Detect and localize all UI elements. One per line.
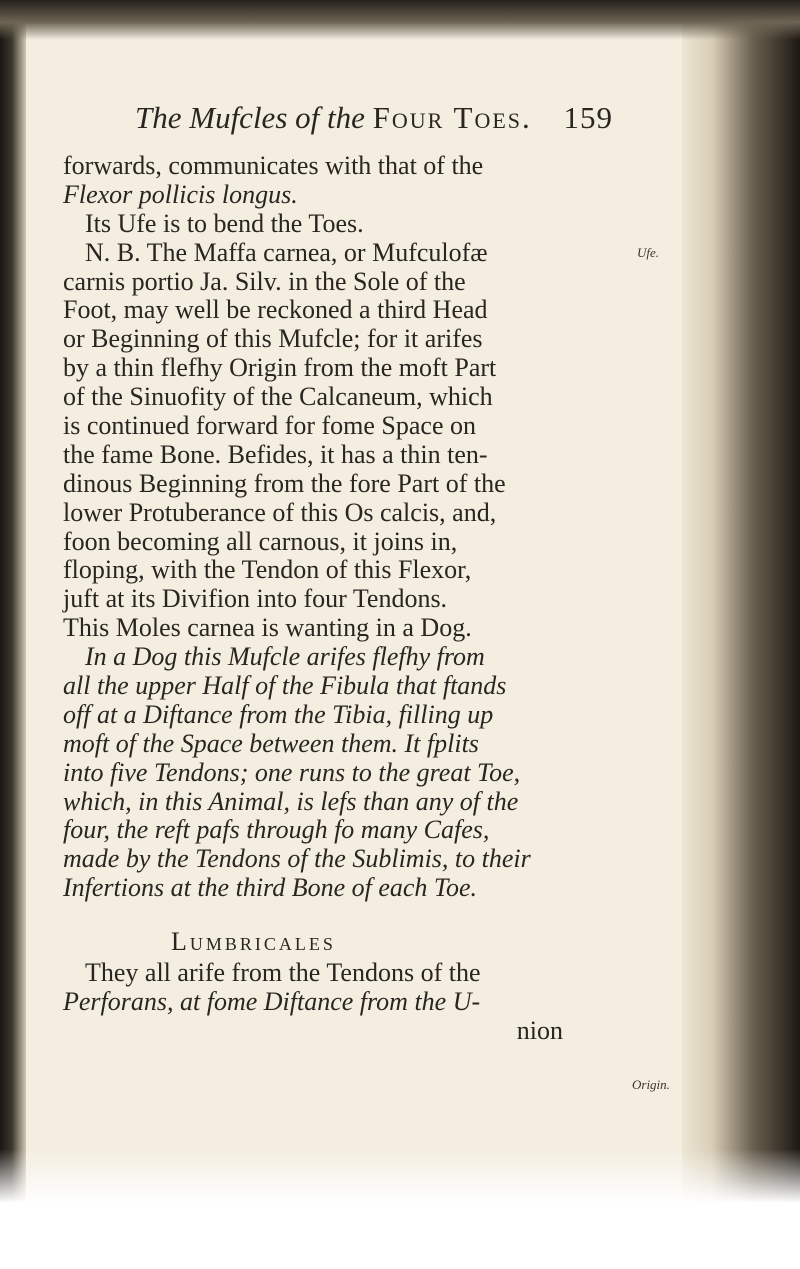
body-text [63, 152, 623, 1046]
page-binding-left [0, 0, 26, 1269]
catchword: nion [516, 1015, 563, 1045]
text-line: made by the Tendons of the Sublimis, to their [63, 844, 531, 874]
running-header [135, 100, 613, 144]
text-line: lower Protuberance of this Os calcis, and, [63, 497, 497, 527]
text-line: juft at its Divifion into four Tendons. [63, 584, 448, 614]
margin-note-origin: Origin. [632, 1077, 670, 1092]
text-line: floping, with the Tendon of this Flexor, [63, 555, 472, 585]
text-line: foon becoming all carnous, it joins in, [63, 526, 458, 556]
text-line: carnis portio Ja. Silv. in the Sole of the [63, 266, 466, 296]
text-line: into five Tendons; one runs to the great Toe, [63, 757, 521, 787]
page-edge-top [0, 0, 800, 40]
text-line: Its Ufe is to bend the Toes. [85, 208, 364, 238]
text-line: This Moles carnea is wanting in a Dog. [63, 613, 472, 643]
text-line: Flexor pollicis longus. [63, 179, 298, 209]
running-title-caps: Four Toes. [372, 100, 532, 135]
section-gap [63, 903, 623, 917]
text-line: by a thin flefhy Origin from the moft Part [63, 353, 497, 383]
text-line: They all arife from the Tendons of the [85, 958, 481, 988]
text-line: is continued forward for fome Space on [63, 411, 476, 441]
text-line: which, in this Animal, is lefs than any of the [63, 786, 519, 816]
text-line: Perforans, at fome Diftance from the U- [63, 987, 481, 1017]
text-line: Foot, may well be reckoned a third Head [63, 295, 488, 325]
running-title [135, 100, 532, 136]
text-line: dinous Beginning from the fore Part of the [63, 468, 506, 498]
text-line: the fame Bone. Befides, it has a thin ten- [63, 439, 488, 469]
text-line: forwards, communicates with that of the [63, 151, 484, 180]
text-line: off at a Diftance from the Tibia, filling up [63, 699, 494, 729]
text-line: Infertions at the third Bone of each Toe. [63, 873, 478, 903]
text-line: In a Dog this Mufcle arifes flefhy from [85, 642, 485, 672]
text-line: of the Sinuofity of the Calcaneum, which [63, 382, 493, 412]
page-edge-bottom [0, 1149, 800, 1269]
text-line: moft of the Space between them. It fplits [63, 728, 479, 758]
text-line: four, the reft pafs through fo many Cafes, [63, 815, 490, 845]
running-title-italic: The Mufcles of the [135, 100, 365, 135]
section-heading: Lumbricales [171, 927, 336, 957]
page-edge-right [682, 0, 800, 1269]
margin-note-use: Ufe. [637, 245, 660, 260]
text-line: N. B. The Maffa carnea, or Mufculofæ [85, 237, 488, 267]
text-line: all the upper Half of the Fibula that ftands [63, 671, 507, 701]
text-line: or Beginning of this Mufcle; for it arifes [63, 324, 483, 354]
page-number: 159 [563, 100, 613, 135]
